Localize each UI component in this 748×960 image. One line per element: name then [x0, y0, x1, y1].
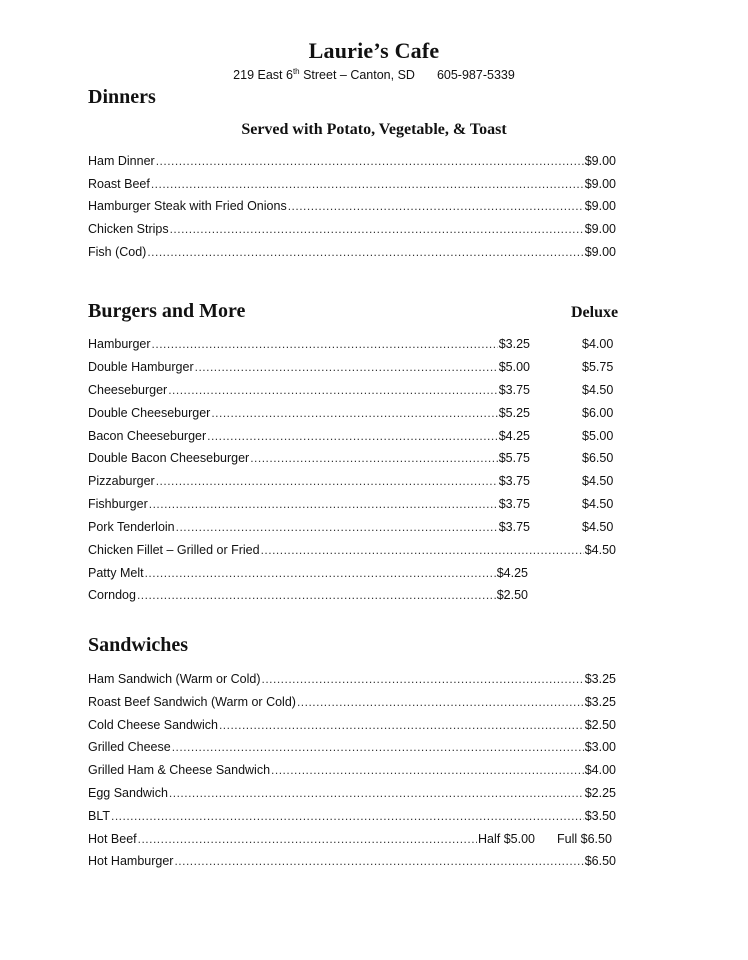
leader-dots — [147, 243, 583, 261]
deluxe-price: $4.50 — [582, 474, 614, 488]
leader-dots — [262, 670, 584, 688]
cafe-title: Laurie’s Cafe — [308, 38, 440, 63]
item-price: $9.00 — [584, 177, 616, 191]
item-price: $3.00 — [584, 740, 616, 754]
dinners-subheading: Served with Potato, Vegetable, & Toast — [241, 121, 507, 138]
menu-item-hot-beef — [88, 830, 535, 848]
menu-item — [88, 693, 616, 711]
item-name: Hot Beef — [88, 832, 137, 846]
item-price: $6.50 — [584, 854, 616, 868]
menu-item — [88, 335, 530, 353]
menu-item — [88, 404, 530, 422]
leader-dots — [195, 358, 498, 376]
deluxe-price: $4.50 — [582, 497, 614, 511]
item-price: $4.25 — [498, 429, 530, 443]
menu-item — [88, 152, 616, 170]
leader-dots — [207, 427, 498, 445]
leader-dots — [156, 152, 584, 170]
sandwiches-heading: Sandwiches — [88, 634, 189, 656]
menu-item — [88, 381, 530, 399]
item-price: $3.75 — [498, 383, 530, 397]
item-name: Roast Beef — [88, 177, 150, 191]
item-name: Corndog — [88, 588, 136, 602]
item-price: $4.25 — [496, 566, 528, 580]
deluxe-price: $6.00 — [582, 406, 614, 420]
leader-dots — [168, 381, 498, 399]
menu-item — [88, 784, 616, 802]
menu-item — [88, 716, 616, 734]
menu-item — [88, 358, 530, 376]
cafe-phone: 605-987-5339 — [436, 68, 515, 83]
item-price: $2.25 — [584, 786, 616, 800]
leader-dots — [174, 852, 583, 870]
deluxe-price: $4.00 — [582, 337, 614, 351]
item-price: $5.75 — [498, 451, 530, 465]
leader-dots — [137, 586, 496, 604]
leader-dots — [271, 761, 584, 779]
menu-item — [88, 175, 616, 193]
half-price: Half $5.00 — [478, 832, 535, 846]
item-name: Chicken Fillet – Grilled or Fried — [88, 543, 260, 557]
leader-dots — [151, 175, 584, 193]
item-price: $3.25 — [584, 672, 616, 686]
item-price: $9.00 — [584, 245, 616, 259]
item-price: $5.00 — [498, 360, 530, 374]
item-name: Pork Tenderloin — [88, 520, 175, 534]
leader-dots — [111, 807, 584, 825]
deluxe-heading: Deluxe — [571, 304, 619, 321]
item-price: $9.00 — [584, 154, 616, 168]
full-price: Full $6.50 — [557, 832, 612, 846]
item-name: Patty Melt — [88, 566, 144, 580]
menu-item — [88, 449, 530, 467]
item-price: $3.25 — [498, 337, 530, 351]
menu-item — [88, 518, 530, 536]
menu-item — [88, 761, 616, 779]
item-price: $2.50 — [496, 588, 528, 602]
item-price: $3.25 — [584, 695, 616, 709]
deluxe-price: $5.75 — [582, 360, 614, 374]
leader-dots — [297, 693, 584, 711]
deluxe-price: $5.00 — [582, 429, 614, 443]
item-name: Fish (Cod) — [88, 245, 147, 259]
item-name: Double Bacon Cheeseburger — [88, 451, 250, 465]
dinners-heading: Dinners — [88, 86, 156, 108]
item-name: Cheeseburger — [88, 383, 168, 397]
item-price: $4.00 — [584, 763, 616, 777]
leader-dots — [169, 784, 584, 802]
deluxe-price: $4.50 — [582, 383, 614, 397]
menu-item — [88, 852, 616, 870]
address-sup: th — [292, 67, 300, 76]
item-price: $9.00 — [584, 199, 616, 213]
item-price: $9.00 — [584, 222, 616, 236]
item-name: Double Hamburger — [88, 360, 194, 374]
item-price: $2.50 — [584, 718, 616, 732]
item-price: $5.25 — [498, 406, 530, 420]
menu-item — [88, 243, 616, 261]
item-price: $3.50 — [584, 809, 616, 823]
leader-dots — [149, 495, 498, 513]
deluxe-price: $4.50 — [582, 520, 614, 534]
deluxe-price: $6.50 — [582, 451, 614, 465]
item-name: Pizzaburger — [88, 474, 155, 488]
menu-item — [88, 807, 616, 825]
leader-dots — [170, 220, 584, 238]
cafe-address — [0, 67, 748, 82]
item-price: $3.75 — [498, 520, 530, 534]
item-name: Ham Dinner — [88, 154, 155, 168]
item-name: Bacon Cheeseburger — [88, 429, 207, 443]
leader-dots — [219, 716, 584, 734]
leader-dots — [211, 404, 497, 422]
menu-item — [88, 472, 530, 490]
item-name: Hamburger Steak with Fried Onions — [88, 199, 287, 213]
leader-dots — [145, 564, 496, 582]
address-prefix: 219 East 6 — [233, 68, 293, 83]
item-name: Hot Hamburger — [88, 854, 174, 868]
leader-dots — [156, 472, 498, 490]
leader-dots — [250, 449, 498, 467]
burgers-heading: Burgers and More — [88, 300, 246, 322]
item-name: Roast Beef Sandwich (Warm or Cold) — [88, 695, 296, 709]
address-suffix: Street – Canton, SD — [299, 68, 415, 83]
item-name: Chicken Strips — [88, 222, 169, 236]
menu-item — [88, 738, 616, 756]
menu-item — [88, 495, 530, 513]
item-name: Fishburger — [88, 497, 148, 511]
item-name: Hamburger — [88, 337, 151, 351]
leader-dots — [172, 738, 584, 756]
leader-dots — [261, 541, 584, 559]
item-price: $4.50 — [584, 543, 616, 557]
leader-dots — [152, 335, 498, 353]
menu-item — [88, 541, 616, 559]
leader-dots — [138, 830, 477, 848]
menu-item — [88, 427, 530, 445]
leader-dots — [288, 197, 584, 215]
item-name: Cold Cheese Sandwich — [88, 718, 218, 732]
item-price: $3.75 — [498, 497, 530, 511]
item-name: Ham Sandwich (Warm or Cold) — [88, 672, 261, 686]
menu-item — [88, 197, 616, 215]
item-price: $3.75 — [498, 474, 530, 488]
menu-item — [88, 220, 616, 238]
item-name: Grilled Cheese — [88, 740, 171, 754]
item-name: BLT — [88, 809, 110, 823]
menu-item — [88, 670, 616, 688]
leader-dots — [176, 518, 498, 536]
item-name: Grilled Ham & Cheese Sandwich — [88, 763, 271, 777]
menu-item — [88, 564, 528, 582]
item-name: Double Cheeseburger — [88, 406, 211, 420]
menu-item — [88, 586, 528, 604]
item-name: Egg Sandwich — [88, 786, 168, 800]
